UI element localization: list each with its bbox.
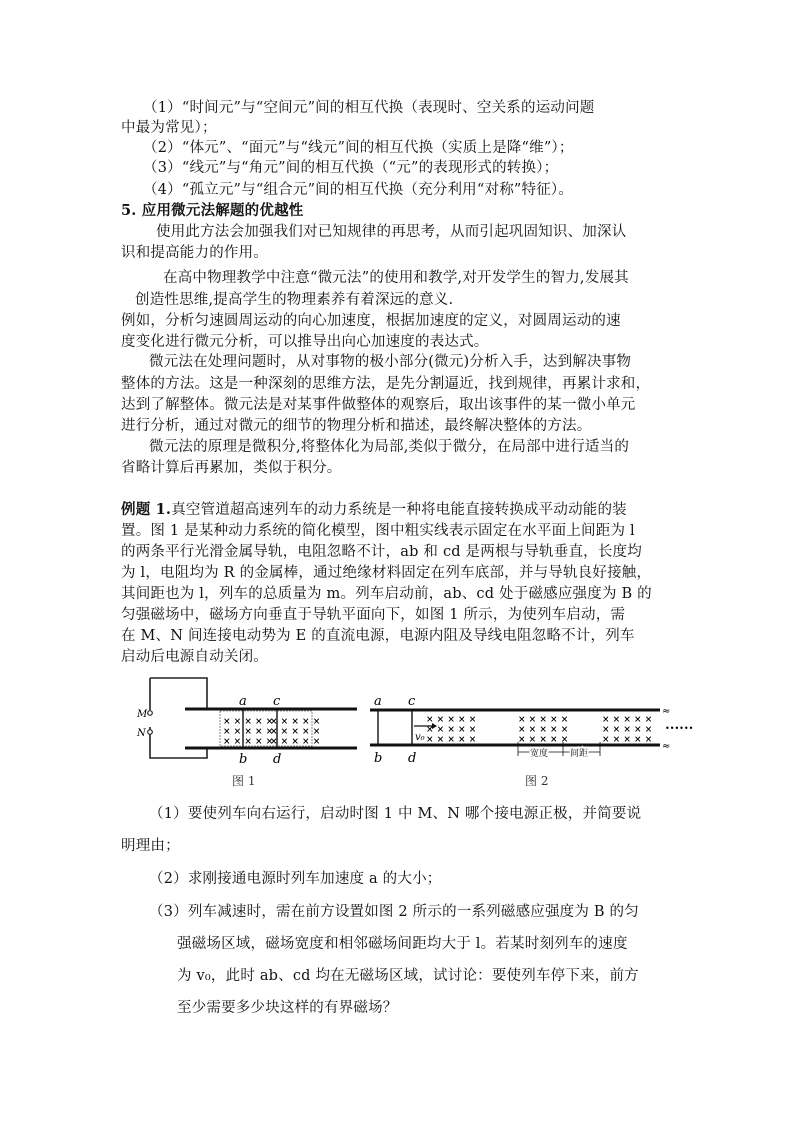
field-crosses-row1b: × × × × ×: [270, 717, 321, 727]
q1-line1: （1）要使列车向右运行，启动时图 1 中 M、N 哪个接电源正极，并简要说: [149, 806, 642, 822]
p5-line2: 省略计算后再累加，类似于积分。: [121, 460, 342, 476]
example-label: 例题 1.: [121, 501, 172, 518]
q3-line2: 强磁场区域，磁场宽度和相邻磁场间距均大于 l。若某时刻列车的速度: [177, 936, 628, 952]
terminal-m: [148, 711, 153, 716]
p2-line2: 创造性思维,提高学生的物理素养有着深远的意义.: [135, 292, 454, 308]
break-mark-bottom: ≈: [662, 741, 671, 752]
p3-line2: 度变化进行微元分析，可以推导出向心加速度的表达式。: [121, 334, 489, 350]
label-b-2: b: [374, 751, 383, 766]
section-heading: 5. 应用微元法解题的优越性: [121, 202, 304, 219]
p5-line1: 微元法的原理是微积分,将整体化为局部,类似于微分，在局部中进行适当的: [149, 439, 630, 455]
q3-line4: 至少需要多少块这样的有界磁场？: [177, 1000, 398, 1016]
label-a-2: a: [374, 694, 382, 709]
field-3-row1: × × × × ×: [602, 715, 653, 725]
continuation-dots: ••••••: [665, 724, 694, 733]
item1-line1: （1）“时间元”与“空间元”间的相互代换（表现时、空关系的运动问题: [143, 100, 595, 116]
figure-1: [135, 672, 360, 792]
label-n: N: [137, 728, 146, 739]
p3-line1: 例如，分析匀速圆周运动的向心加速度，根据加速度的定义，对圆周运动的速: [121, 313, 621, 329]
example-line3: 的两条平行光滑金属导轨，电阻忽略不计，ab 和 cd 是两根与导轨垂直，长度均: [121, 544, 642, 560]
field-1-row3: × × × × ×: [426, 735, 477, 745]
example-line2: 置。图 1 是某种动力系统的简化模型，图中粗实线表示固定在水平面上间距为 l: [121, 523, 635, 539]
q3-line1: （3）列车减速时，需在前方设置如图 2 所示的一系列磁感应强度为 B 的匀: [149, 904, 639, 920]
label-width: 宽度: [530, 749, 549, 759]
example-line4: 为 l，电阻均为 R 的金属棒，通过绝缘材料固定在列车底部，并与导轨良好接触，: [121, 565, 652, 581]
field-2-row2: × × × × ×: [518, 725, 569, 735]
label-m: M: [137, 709, 148, 720]
field-3-row2: × × × × ×: [602, 725, 653, 735]
field-crosses-row2: × × × × ×: [223, 727, 274, 737]
item4: （4）“孤立元”与“组合元”间的相互代换（充分利用“对称”特征）。: [143, 182, 574, 198]
field-2-row1: × × × × ×: [518, 715, 569, 725]
example-line7: 在 M、N 间连接电动势为 E 的直流电源，电源内阻及导线电阻忽略不计，列车: [121, 628, 635, 644]
field-1-row2: × × × × ×: [426, 725, 477, 735]
p2-line1: 在高中物理教学中注意“微元法”的使用和教学,对开发学生的智力,发展其: [163, 270, 629, 286]
field-crosses-row2b: × × × × ×: [270, 727, 321, 737]
field-crosses-row3: × × × × ×: [223, 737, 274, 747]
example-line8: 启动后电源自动关闭。: [121, 649, 268, 665]
field-crosses-row3b: × × × × ×: [270, 737, 321, 747]
p4-line2: 整体的方法。这是一种深刻的思维方法，是先分割逼近，找到规律，再累计求和，: [121, 376, 651, 392]
q1-line2: 明理由；: [121, 838, 180, 854]
field-3-row3: × × × × ×: [602, 735, 653, 745]
label-v0: v₀: [415, 732, 425, 743]
figure-1-caption: 图 1: [232, 774, 256, 788]
break-mark-top: ≈: [662, 706, 671, 717]
label-c: c: [273, 694, 281, 709]
item3: （3）“线元”与“角元”间的相互代换（“元”的表现形式的转换）；: [143, 160, 559, 176]
p1-line1: 使用此方法会加强我们对已知规律的再思考，从而引起巩固知识、加深认: [156, 224, 627, 240]
item1-line2: 中最为常见）；: [121, 120, 217, 136]
example-line1-text: 真空管道超高速列车的动力系统是一种将电能直接转换成平动动能的装: [171, 502, 627, 518]
p1-line2: 识和提高能力的作用。: [121, 245, 268, 261]
example-line1: [121, 500, 627, 520]
field-2-row3: × × × × ×: [518, 735, 569, 745]
label-gap: 间距: [570, 749, 589, 759]
label-a: a: [239, 694, 247, 709]
field-crosses-row1: × × × × ×: [223, 717, 274, 727]
q3-line3: 为 v₀，此时 ab、cd 均在无磁场区域，试讨论：要使列车停下来，前方: [177, 968, 639, 984]
p4-line3: 达到了解整体。微元法是对某事件做整体的观察后，取出该事件的某一微小单元: [121, 397, 636, 413]
example-line5: 其间距也为 l，列车的总质量为 m。列车启动前，ab、cd 处于磁感应强度为 B 的: [121, 586, 652, 602]
label-d-2: d: [408, 751, 417, 766]
label-b: b: [239, 752, 248, 767]
p4-line4: 进行分析，通过对微元的细节的物理分析和描述，最终解决整体的方法。: [121, 418, 592, 434]
example-line6: 匀强磁场中，磁场方向垂直于导轨平面向下，如图 1 所示，为使列车启动，需: [121, 607, 626, 623]
label-d: d: [273, 752, 282, 767]
label-c-2: c: [408, 694, 416, 709]
field-1-row1: × × × × ×: [426, 715, 477, 725]
item2: （2）“体元”、“面元”与“线元”间的相互代换（实质上是降“维”）；: [143, 140, 574, 156]
circuit-wire-top: [150, 678, 207, 709]
terminal-n: [148, 730, 153, 735]
figure-2-caption: 图 2: [525, 774, 549, 788]
q2: （2）求刚接通电源时列车加速度 a 的大小；: [149, 871, 442, 887]
circuit-wire-bottom: [150, 727, 207, 758]
figure-2: [368, 672, 698, 792]
p4-line1: 微元法在处理问题时，从对事物的极小部分(微元)分析入手，达到解决事物: [149, 354, 632, 370]
